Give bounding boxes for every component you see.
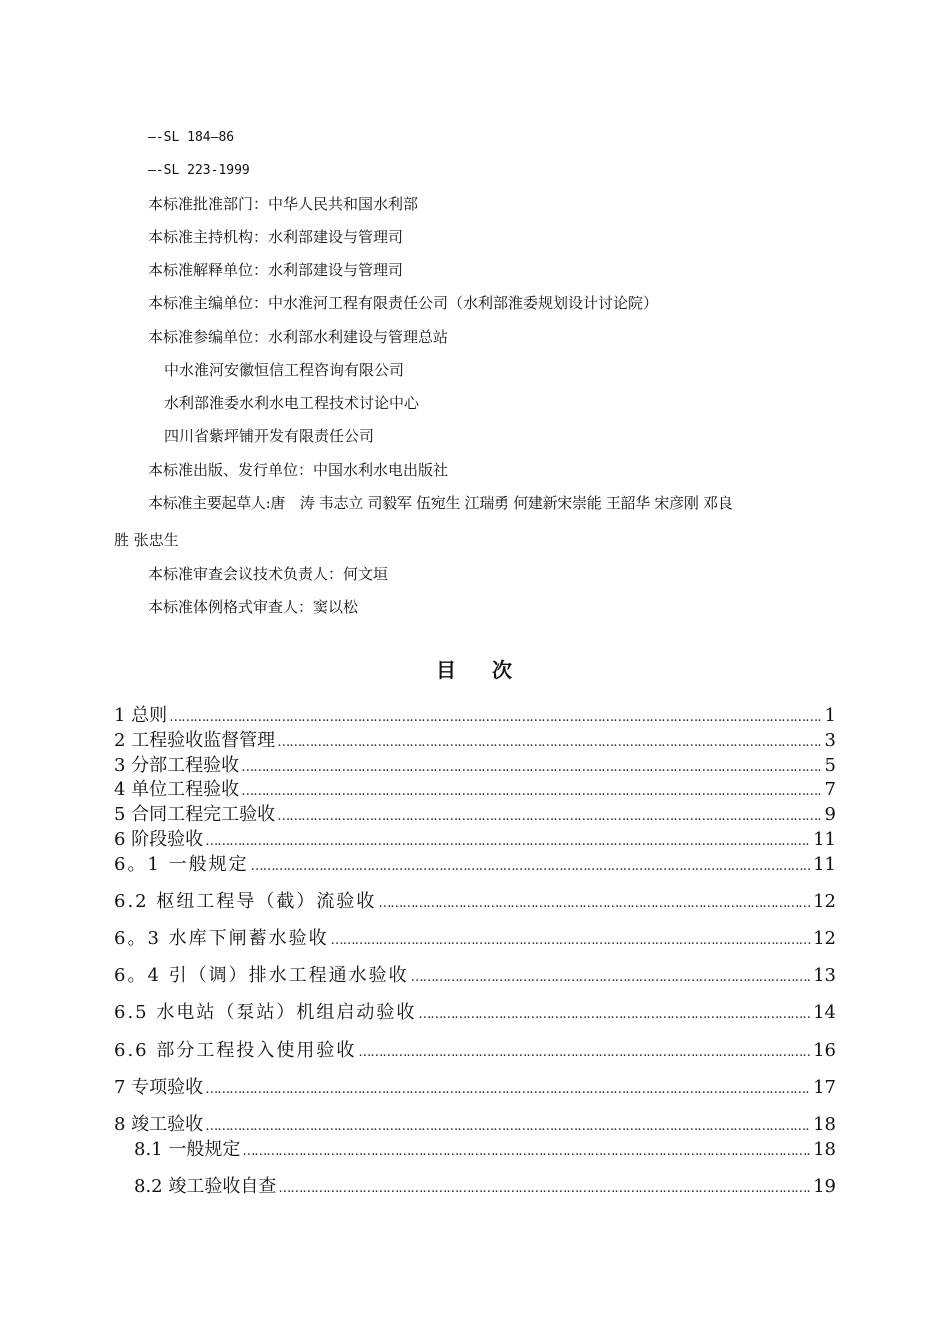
toc-leader-dots: [411, 966, 811, 990]
toc-leader-dots: [205, 1115, 811, 1139]
hosting-organization: 本标准主持机构：水利部建设与管理司: [148, 228, 404, 246]
toc-item[interactable]: [114, 1113, 836, 1139]
toc-leader-dots: [378, 892, 811, 916]
toc-item[interactable]: [114, 704, 836, 730]
co-editor-unit-2: 中水淮河安徽恒信工程咨询有限公司: [164, 361, 405, 379]
toc-item[interactable]: [114, 778, 836, 804]
toc-item[interactable]: [114, 927, 836, 953]
toc-item-label: 4 单位工程验收: [114, 779, 240, 800]
toc-item-page: 16: [813, 1040, 836, 1061]
toc-item-label: 6.2 枢纽工程导（截）流验收: [114, 891, 377, 912]
toc-title-char-2: 次: [492, 658, 514, 682]
toc-item-page: 18: [813, 1139, 836, 1160]
toc-item-label: 5 合同工程完工验收: [114, 804, 276, 825]
main-drafters: 本标准主要起草人:唐 涛 韦志立 司毅军 伍宛生 江瑞勇 何建新宋崇能 王韶华 宋彦刚 邓良: [148, 494, 733, 512]
toc-leader-dots: [242, 1140, 811, 1164]
co-editor-unit: 本标准参编单位：水利部水利建设与管理总站: [148, 328, 449, 346]
toc-title-char-1: 目: [436, 658, 458, 682]
toc-leader-dots: [241, 756, 822, 780]
toc-leader-dots: [358, 1041, 811, 1065]
toc-item[interactable]: [114, 1039, 836, 1065]
toc-item[interactable]: [114, 1076, 836, 1102]
toc-item-page: 12: [813, 928, 836, 949]
toc-leader-dots: [205, 1078, 811, 1102]
toc-leader-dots: [278, 1177, 811, 1201]
toc-item-page: 9: [824, 804, 836, 825]
toc-item[interactable]: [134, 1138, 836, 1164]
toc-item-page: 13: [813, 965, 836, 986]
toc-item[interactable]: [114, 803, 836, 829]
technical-reviewer: 本标准审查会议技术负责人：何文垣: [148, 565, 389, 583]
toc-leader-dots: [277, 805, 822, 829]
toc-item-label: 6。3 水库下闸蓄水验收: [114, 928, 329, 949]
toc-item-page: 18: [813, 1114, 836, 1135]
interpreting-unit: 本标准解释单位：水利部建设与管理司: [148, 261, 404, 279]
toc-leader-dots: [277, 731, 822, 755]
toc-item-label: 3 分部工程验收: [114, 755, 240, 776]
replaced-standard-1: —-SL 184—86: [148, 130, 235, 145]
toc-item-label: 6.5 水电站（泵站）机组启动验收: [114, 1002, 417, 1023]
toc-item[interactable]: [114, 1001, 836, 1027]
toc-item[interactable]: [114, 890, 836, 916]
toc-item-page: 5: [824, 755, 836, 776]
toc-item-page: 7: [824, 779, 836, 800]
toc-item-label: 6。4 引（调）排水工程通水验收: [114, 965, 409, 986]
toc-item-page: 17: [813, 1077, 836, 1098]
format-reviewer: 本标准体例格式审查人：窦以松: [148, 598, 359, 616]
main-drafters-continued: 胜 张忠生: [114, 531, 179, 549]
replaced-standard-2: —-SL 223-1999: [148, 163, 250, 178]
toc-item-label: 6 阶段验收: [114, 829, 204, 850]
toc-title: [0, 654, 950, 683]
toc-item-page: 1: [824, 705, 836, 726]
toc-item-label: 7 专项验收: [114, 1077, 204, 1098]
toc-item[interactable]: [134, 1175, 836, 1201]
toc-item-label: 8.2 竣工验收自查: [134, 1176, 277, 1197]
toc-item-page: 3: [824, 730, 836, 751]
toc-item-label: 2 工程验收监督管理: [114, 730, 276, 751]
toc-item-label: 1 总则: [114, 705, 168, 726]
toc-item[interactable]: [114, 828, 836, 854]
toc-item-label: 8.1 一般规定: [134, 1139, 241, 1160]
toc-leader-dots: [169, 706, 822, 730]
toc-leader-dots: [205, 830, 811, 854]
chief-editor-unit: 本标准主编单位：中水淮河工程有限责任公司（水利部淮委规划设计讨论院）: [148, 294, 659, 312]
toc-leader-dots: [241, 780, 822, 804]
toc-leader-dots: [418, 1003, 811, 1027]
toc-item-page: 11: [813, 829, 836, 850]
co-editor-unit-3: 水利部淮委水利水电工程技术讨论中心: [164, 394, 420, 412]
co-editor-unit-4: 四川省紫坪铺开发有限责任公司: [164, 427, 375, 445]
toc-leader-dots: [251, 855, 811, 879]
toc-item-label: 6。1 一般规定: [114, 854, 249, 875]
toc-item[interactable]: [114, 729, 836, 755]
approving-department: 本标准批准部门：中华人民共和国水利部: [148, 195, 419, 213]
toc-leader-dots: [331, 929, 811, 953]
toc-item[interactable]: [114, 964, 836, 990]
toc-item[interactable]: [114, 754, 836, 780]
toc-item-page: 12: [813, 891, 836, 912]
toc-item-page: 19: [813, 1176, 836, 1197]
publisher: 本标准出版、发行单位：中国水利水电出版社: [148, 461, 449, 479]
toc-item-label: 8 竣工验收: [114, 1114, 204, 1135]
toc-item-label: 6.6 部分工程投入使用验收: [114, 1040, 357, 1061]
toc-item-page: 14: [813, 1002, 836, 1023]
toc-item[interactable]: [114, 853, 836, 879]
toc-item-page: 11: [813, 854, 836, 875]
